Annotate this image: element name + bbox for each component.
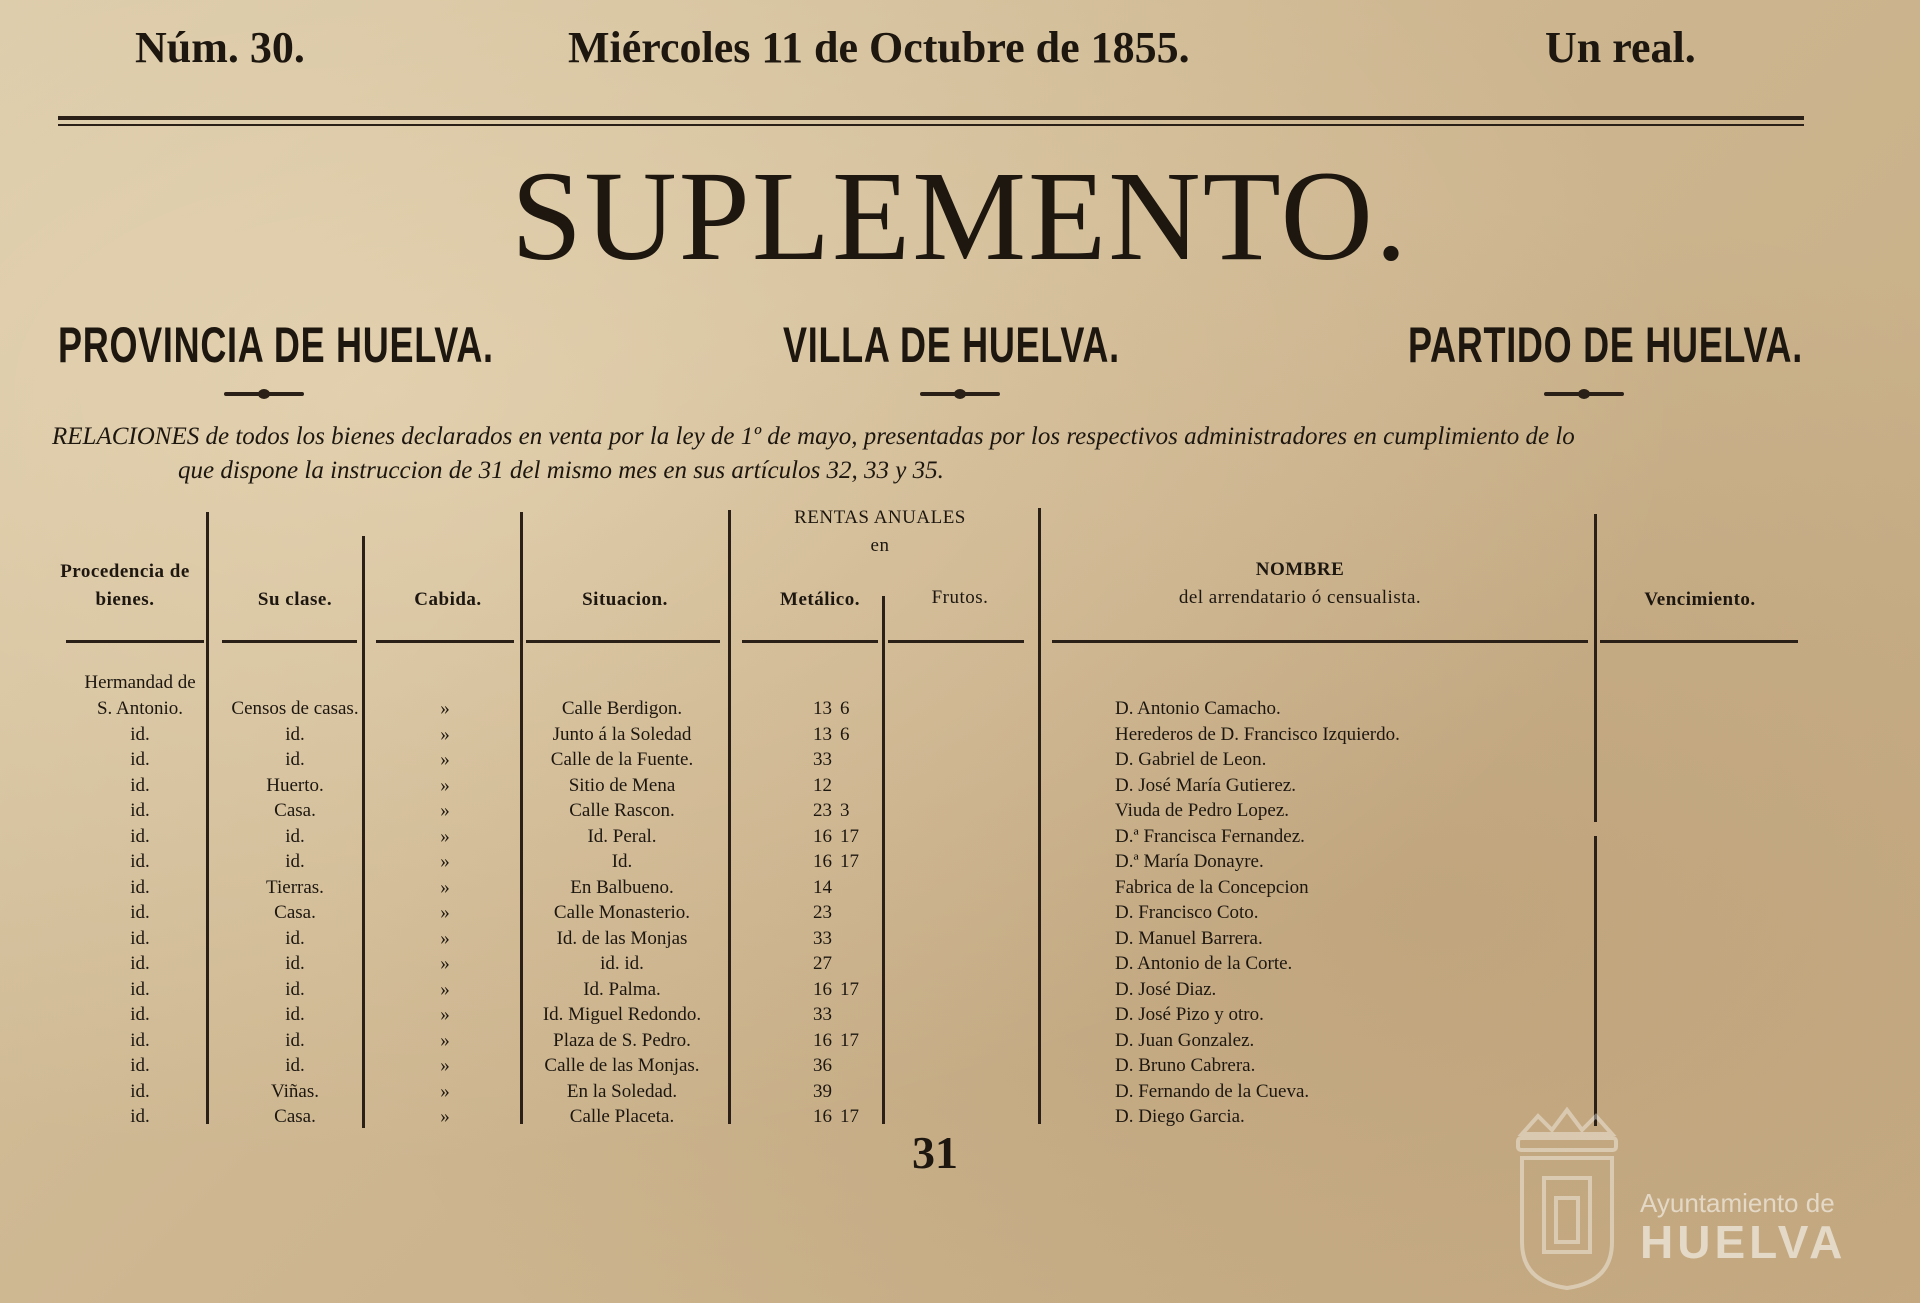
cell-metalico-reales: 27 bbox=[813, 953, 832, 974]
cell-nombre: D. Francisco Coto. bbox=[1115, 902, 1259, 923]
watermark-city: HUELVA bbox=[1640, 1216, 1847, 1268]
table-row bbox=[0, 1079, 1920, 1105]
header-nombre-sub: del arrendatario ó censualista. bbox=[1178, 587, 1422, 608]
cell-cabida: » bbox=[440, 1055, 450, 1076]
header-rule bbox=[888, 640, 1024, 643]
cell-nombre: D. Diego Garcia. bbox=[1115, 1106, 1245, 1127]
issue-price: Un real. bbox=[1545, 23, 1696, 72]
table-row bbox=[0, 773, 1920, 799]
ornament-divider bbox=[1544, 392, 1624, 396]
cell-nombre: D. Fernando de la Cueva. bbox=[1115, 1080, 1310, 1102]
header-cabida: Cabida. bbox=[414, 589, 482, 610]
cell-cabida: » bbox=[440, 1029, 450, 1051]
cell-clase: Casa. bbox=[274, 902, 316, 923]
cell-metalico-reales: 39 bbox=[813, 1080, 832, 1102]
intro-line-2: que dispone la instruccion de 31 del mismo mes en sus artículos 32, 33 y 35. bbox=[178, 457, 944, 484]
cell-procedencia: id. bbox=[130, 902, 150, 923]
intro-line-1: RELACIONES de todos los bienes declarados en venta por la ley de 1º de mayo, presentadas por los respectivos administradores en cumplimiento de lo bbox=[52, 423, 1575, 450]
table-row bbox=[0, 926, 1920, 952]
header-rule bbox=[1600, 640, 1798, 643]
cell-situacion: En la Soledad. bbox=[566, 1080, 678, 1102]
cell-nombre: Herederos de D. Francisco Izquierdo. bbox=[1115, 723, 1400, 745]
ornament-divider bbox=[920, 392, 1000, 396]
table-row bbox=[0, 1104, 1920, 1130]
header-rentas: RENTAS ANUALES bbox=[794, 507, 966, 528]
cell-procedencia: id. bbox=[130, 723, 150, 745]
province-heading: PROVINCIA DE HUELVA. bbox=[58, 317, 494, 373]
villa-heading: VILLA DE HUELVA. bbox=[783, 317, 1120, 373]
masthead-rule-thin bbox=[58, 124, 1804, 126]
cell-clase: Tierras. bbox=[266, 876, 324, 898]
cell-cabida: » bbox=[440, 1080, 450, 1102]
header-nombre: NOMBRE bbox=[1255, 559, 1345, 580]
cell-metalico-maravedis: 17 bbox=[840, 1106, 859, 1127]
table-row bbox=[0, 900, 1920, 926]
intro-paragraph bbox=[52, 420, 1812, 488]
cell-procedencia: S. Antonio. bbox=[96, 698, 184, 719]
header-rule bbox=[376, 640, 514, 643]
cell-nombre: D. José María Gutierez. bbox=[1115, 774, 1296, 796]
cell-procedencia: id. bbox=[130, 825, 150, 847]
cell-metalico-reales: 36 bbox=[813, 1055, 832, 1076]
issue-date: Miércoles 11 de Octubre de 1855. bbox=[568, 23, 1190, 72]
cell-metalico-reales: 33 bbox=[813, 1004, 832, 1025]
cell-nombre: Viuda de Pedro Lopez. bbox=[1115, 800, 1290, 821]
cell-metalico-reales: 23 bbox=[813, 902, 832, 923]
cell-clase: id. bbox=[285, 851, 305, 872]
cell-cabida: » bbox=[440, 774, 450, 796]
cell-cabida: » bbox=[440, 698, 450, 719]
cell-metalico-reales: 14 bbox=[813, 876, 832, 898]
cell-nombre: D. Juan Gonzalez. bbox=[1115, 1029, 1255, 1051]
cell-clase: id. bbox=[285, 927, 305, 949]
cell-situacion: Id. Miguel Redondo. bbox=[542, 1004, 702, 1025]
table-row bbox=[0, 696, 1920, 722]
cell-procedencia: id. bbox=[130, 1029, 150, 1051]
page-number: 31 bbox=[912, 1127, 958, 1178]
group-label: Hermandad de bbox=[84, 672, 196, 693]
cell-nombre: D.ª Francisca Fernandez. bbox=[1115, 825, 1305, 847]
cell-nombre: D. Manuel Barrera. bbox=[1115, 927, 1263, 949]
cell-procedencia: id. bbox=[130, 1004, 150, 1025]
cell-nombre: D. Bruno Cabrera. bbox=[1115, 1055, 1256, 1076]
issue-number: Núm. 30. bbox=[135, 23, 305, 72]
cell-situacion: Plaza de S. Pedro. bbox=[553, 1029, 691, 1051]
header-metalico: Metálico. bbox=[780, 589, 860, 610]
cell-metalico-reales: 16 bbox=[813, 1106, 832, 1127]
cell-metalico-maravedis: 17 bbox=[840, 1029, 859, 1051]
table-row bbox=[0, 798, 1920, 824]
watermark-text: Ayuntamiento de bbox=[1640, 1188, 1835, 1218]
table-row bbox=[0, 849, 1920, 875]
table-row bbox=[0, 1053, 1920, 1079]
city-crest-icon bbox=[1508, 1102, 1626, 1292]
header-rule bbox=[1052, 640, 1588, 643]
header-rule bbox=[742, 640, 878, 643]
cell-metalico-reales: 13 bbox=[813, 723, 832, 745]
cell-nombre: D. Gabriel de Leon. bbox=[1115, 749, 1267, 770]
cell-metalico-reales: 16 bbox=[813, 825, 832, 847]
table-row bbox=[0, 824, 1920, 850]
header-frutos: Frutos. bbox=[931, 587, 989, 608]
cell-procedencia: id. bbox=[130, 1055, 150, 1076]
cell-procedencia: id. bbox=[130, 1080, 150, 1102]
cell-clase: id. bbox=[285, 1004, 305, 1025]
header-clase: Su clase. bbox=[257, 589, 333, 610]
cell-metalico-reales: 23 bbox=[813, 800, 832, 821]
header-rentas-en: en bbox=[870, 535, 890, 556]
ornament-divider bbox=[224, 392, 304, 396]
cell-metalico-maravedis: 6 bbox=[840, 698, 850, 719]
cell-metalico-reales: 16 bbox=[813, 1029, 832, 1051]
cell-cabida: » bbox=[440, 825, 450, 847]
cell-clase: id. bbox=[285, 953, 305, 974]
cell-cabida: » bbox=[440, 927, 450, 949]
cell-procedencia: id. bbox=[130, 978, 150, 1000]
cell-cabida: » bbox=[440, 723, 450, 745]
masthead-rule bbox=[58, 116, 1804, 120]
cell-cabida: » bbox=[440, 902, 450, 923]
cell-cabida: » bbox=[440, 851, 450, 872]
cell-metalico-maravedis: 6 bbox=[840, 723, 850, 745]
cell-situacion: Calle Monasterio. bbox=[553, 902, 691, 923]
cell-situacion: Calle de las Monjas. bbox=[544, 1055, 700, 1076]
cell-clase: Censos de casas. bbox=[231, 698, 359, 719]
cell-situacion: Id. Peral. bbox=[587, 825, 657, 847]
cell-clase: Casa. bbox=[274, 800, 316, 821]
cell-procedencia: id. bbox=[130, 749, 150, 770]
cell-situacion: Calle Rascon. bbox=[569, 800, 675, 821]
group-label-row bbox=[0, 670, 1920, 696]
cell-clase: Viñas. bbox=[271, 1080, 319, 1102]
cell-nombre: D. José Pizo y otro. bbox=[1115, 1004, 1264, 1025]
table-row bbox=[0, 875, 1920, 901]
cell-clase: id. bbox=[285, 1055, 305, 1076]
cell-clase: id. bbox=[285, 723, 305, 745]
header-vencimiento: Vencimiento. bbox=[1644, 589, 1756, 610]
header-rule bbox=[526, 640, 720, 643]
cell-cabida: » bbox=[440, 1106, 450, 1127]
cell-procedencia: id. bbox=[130, 800, 150, 821]
cell-clase: Casa. bbox=[274, 1106, 316, 1127]
table-row bbox=[0, 951, 1920, 977]
cell-clase: id. bbox=[285, 749, 305, 770]
cell-clase: Huerto. bbox=[266, 774, 324, 796]
cell-metalico-maravedis: 17 bbox=[840, 978, 859, 1000]
cell-metalico-reales: 13 bbox=[813, 698, 832, 719]
cell-procedencia: id. bbox=[130, 927, 150, 949]
cell-nombre: D. Antonio de la Corte. bbox=[1115, 953, 1293, 974]
cell-metalico-maravedis: 17 bbox=[840, 851, 859, 872]
cell-situacion: Calle Placeta. bbox=[569, 1106, 675, 1127]
table-row bbox=[0, 977, 1920, 1003]
cell-metalico-reales: 33 bbox=[813, 749, 832, 770]
cell-situacion: Junto á la Soledad bbox=[552, 723, 692, 745]
cell-nombre: D.ª María Donayre. bbox=[1115, 851, 1264, 872]
header-procedencia: Procedencia de bienes. bbox=[60, 561, 190, 610]
cell-procedencia: id. bbox=[130, 953, 150, 974]
cell-cabida: » bbox=[440, 800, 450, 821]
cell-situacion: En Balbueno. bbox=[570, 876, 674, 898]
cell-situacion: Sitio de Mena bbox=[568, 774, 676, 796]
cell-cabida: » bbox=[440, 953, 450, 974]
header-rule bbox=[66, 640, 204, 643]
cell-situacion: Id. bbox=[611, 851, 633, 872]
header-rule bbox=[222, 640, 357, 643]
cell-metalico-reales: 33 bbox=[813, 927, 832, 949]
cell-metalico-maravedis: 3 bbox=[840, 800, 850, 821]
cell-procedencia: id. bbox=[130, 774, 150, 796]
cell-nombre: Fabrica de la Concepcion bbox=[1115, 876, 1309, 898]
cell-situacion: Id. de las Monjas bbox=[556, 927, 688, 949]
cell-clase: id. bbox=[285, 825, 305, 847]
cell-metalico-reales: 16 bbox=[813, 978, 832, 1000]
cell-nombre: D. Antonio Camacho. bbox=[1115, 698, 1281, 719]
cell-metalico-reales: 12 bbox=[813, 774, 832, 796]
cell-cabida: » bbox=[440, 978, 450, 1000]
cell-nombre: D. José Diaz. bbox=[1115, 978, 1217, 1000]
table-row bbox=[0, 1028, 1920, 1054]
district-heading: PARTIDO DE HUELVA. bbox=[1408, 317, 1803, 373]
cell-cabida: » bbox=[440, 749, 450, 770]
cell-situacion: Id. Palma. bbox=[583, 978, 661, 1000]
page-title: SUPLEMENTO. bbox=[511, 145, 1409, 287]
cell-situacion: id. id. bbox=[600, 953, 644, 974]
cell-situacion: Calle Berdigon. bbox=[561, 698, 683, 719]
cell-clase: id. bbox=[285, 1029, 305, 1051]
cell-procedencia: id. bbox=[130, 851, 150, 872]
cell-procedencia: id. bbox=[130, 1106, 150, 1127]
header-situacion: Situacion. bbox=[582, 589, 668, 610]
cell-metalico-reales: 16 bbox=[813, 851, 832, 872]
table-row bbox=[0, 1002, 1920, 1028]
cell-cabida: » bbox=[440, 876, 450, 898]
cell-cabida: » bbox=[440, 1004, 450, 1025]
cell-clase: id. bbox=[285, 978, 305, 1000]
cell-situacion: Calle de la Fuente. bbox=[550, 749, 694, 770]
cell-procedencia: id. bbox=[130, 876, 150, 898]
table-row bbox=[0, 747, 1920, 773]
cell-metalico-maravedis: 17 bbox=[840, 825, 859, 847]
table-row bbox=[0, 722, 1920, 748]
